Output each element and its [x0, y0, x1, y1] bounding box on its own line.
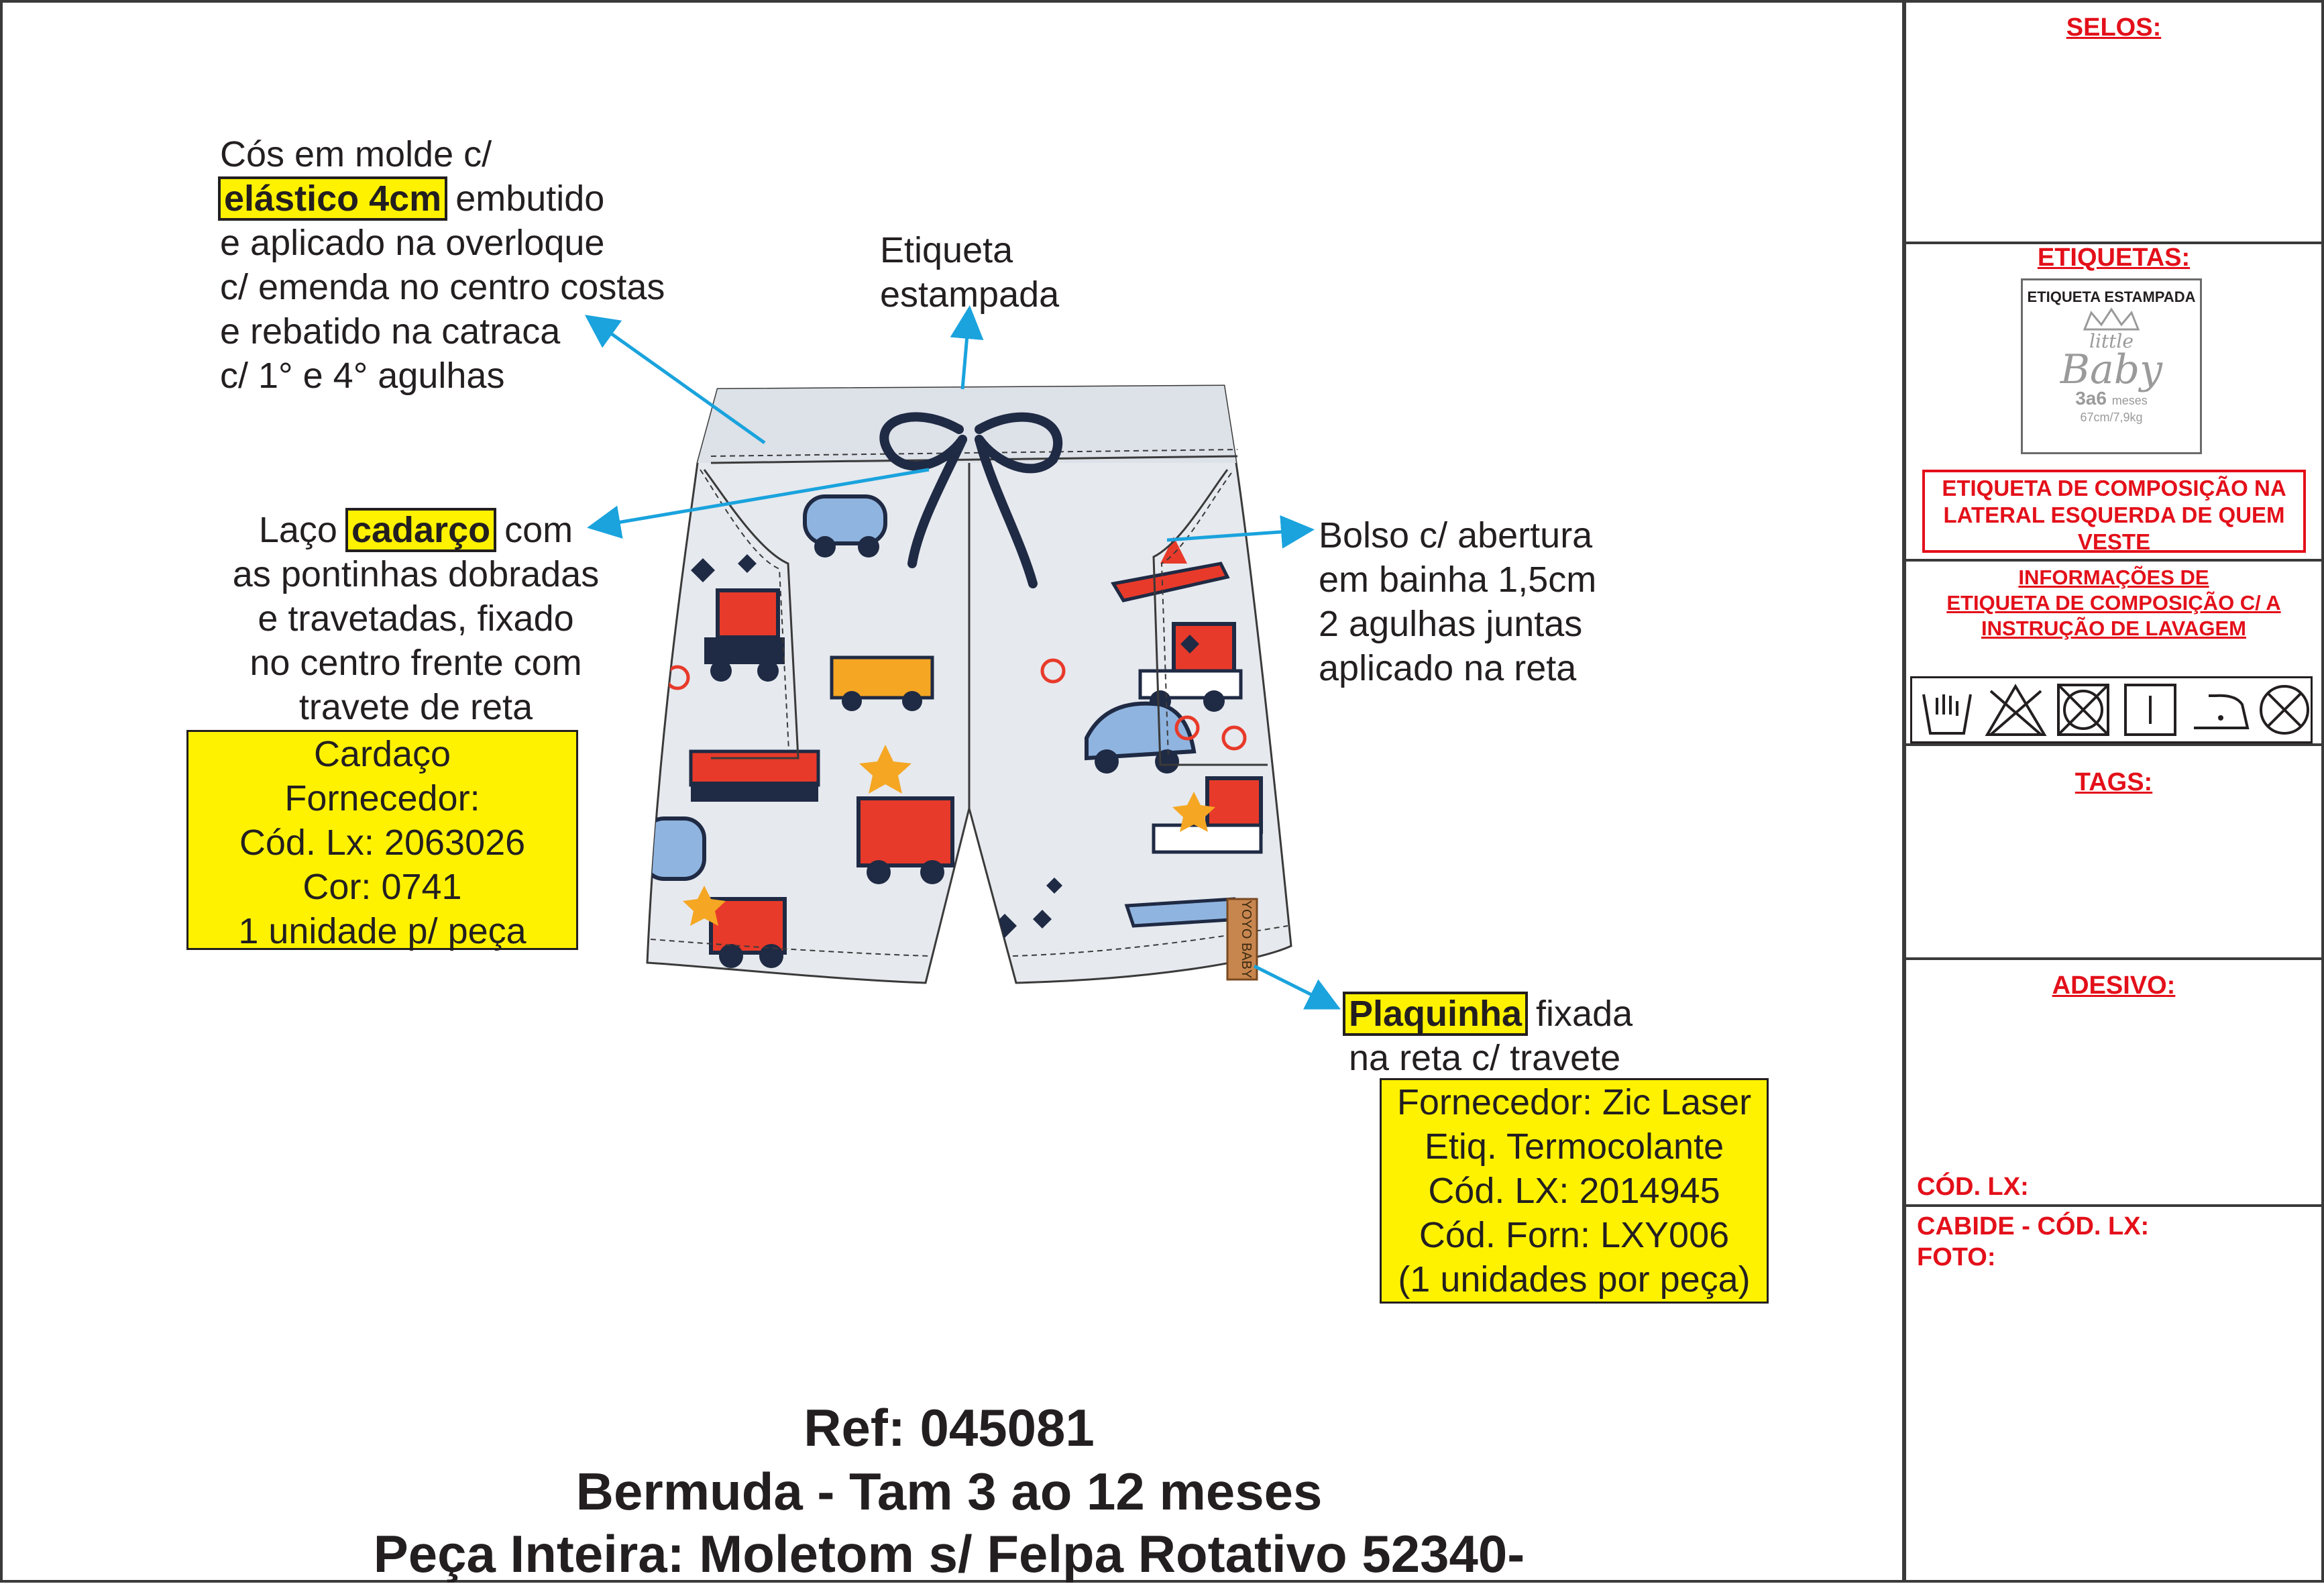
cadarco-highlight: cadarço: [347, 510, 494, 550]
supplier-line: 1 unidade p/ peça: [238, 911, 527, 951]
logo-baby: Baby: [2060, 346, 2163, 393]
supplier-line: Cor: 0741: [302, 867, 462, 907]
waistband-line: e aplicado na overloque: [220, 223, 605, 263]
plaque-line: [1345, 992, 1633, 1036]
arrow-label: [962, 312, 969, 389]
waistband-line: Cós em molde c/: [220, 134, 492, 174]
plaque-supplier-box: [1380, 1078, 1769, 1304]
iron-low-icon: [2189, 681, 2252, 739]
waistband-line: [220, 176, 665, 221]
supplier-line: Cód. LX: 2014945: [1428, 1171, 1720, 1211]
tags-title: TAGS:: [2074, 768, 2153, 796]
drawstring-line: e travetadas, fixado: [258, 598, 574, 639]
plaque-tag-text: YOYO BABY: [1239, 900, 1254, 979]
adesivo-title: ADESIVO:: [2052, 971, 2176, 1000]
composition-note-line: VESTE: [2077, 529, 2151, 554]
composition-note-line: LATERAL ESQUERDA DE QUEM: [1943, 503, 2285, 527]
product-name: Bermuda - Tam 3 ao 12 meses: [575, 1462, 1323, 1521]
pocket-line: 2 agulhas juntas: [1319, 604, 1583, 644]
supplier-line: Cardaço: [313, 734, 451, 774]
composition-info-line: ETIQUETA DE COMPOSIÇÃO C/ A: [1946, 591, 2281, 615]
plaque-annotation: [1345, 992, 1633, 1080]
waistband-line: c/ emenda no centro costas: [220, 267, 665, 307]
size-line: [2023, 389, 2200, 410]
drawstring-annotation: [215, 508, 617, 729]
pocket-line: em bainha 1,5cm: [1319, 560, 1597, 600]
composition-info: [1903, 565, 2324, 641]
drawstring-line: travete de reta: [298, 687, 533, 727]
label-line: Etiqueta: [880, 230, 1013, 270]
hand-wash-icon: [1917, 681, 1977, 739]
composition-info-line: INFORMAÇÕES DE: [2018, 566, 2209, 589]
arrow-drawstring: [594, 470, 929, 527]
label-line: estampada: [880, 274, 1060, 315]
arrow-pocket: [1167, 530, 1308, 540]
drawstring-line-post: com: [494, 510, 573, 550]
sidebar: [1903, 0, 2324, 1583]
drawstring-line: no centro frente com: [250, 643, 582, 683]
waistband-line: e rebatido na catraca: [220, 311, 561, 352]
line-dry-icon: [2121, 681, 2179, 739]
composition-note-line: ETIQUETA DE COMPOSIÇÃO NA: [1942, 476, 2286, 500]
crown-logo-icon: [2061, 306, 2162, 333]
pocket-line: Bolso c/ abertura: [1319, 515, 1593, 556]
size-unit: meses: [2111, 394, 2148, 407]
no-dry-clean-icon: [2256, 681, 2313, 739]
foto-label: FOTO:: [1917, 1243, 1996, 1271]
product-ref: Ref: 045081: [804, 1398, 1095, 1457]
waistband-line-rest: embutido: [445, 178, 605, 219]
label-annotation: [880, 228, 1059, 317]
cabide-label: CABIDE - CÓD. LX:: [1917, 1212, 2150, 1240]
product-fabric: Peça Inteira: Moletom s/ Felpa Rotativo 52340-: [373, 1524, 1525, 1583]
etiquetas-title: ETIQUETAS:: [2037, 244, 2191, 272]
drawstring-line: as pontinhas dobradas: [232, 554, 600, 594]
composition-info-line: INSTRUÇÃO DE LAVAGEM: [1981, 617, 2246, 640]
plaquinha-highlight: Plaquinha: [1345, 994, 1526, 1034]
size-value: 3a6: [2075, 388, 2107, 409]
waistband-annotation: [220, 132, 665, 398]
measure-line: 67cm/7,9kg: [2080, 411, 2143, 424]
drawstring-supplier-box: [186, 730, 578, 950]
supplier-line: Etiq. Termocolante: [1424, 1126, 1724, 1167]
drawstring-line-pre: Laço: [258, 510, 347, 550]
supplier-line: Fornecedor: Zic Laser: [1396, 1082, 1752, 1122]
supplier-line: Cód. Lx: 2063026: [239, 823, 526, 863]
composition-note-box: [1922, 470, 2306, 553]
arrow-plaque: [1254, 966, 1335, 1006]
logo-little: little: [2089, 330, 2134, 352]
supplier-line: Cód. Forn: LXY006: [1419, 1215, 1730, 1255]
plaque-line: na reta c/ travete: [1349, 1038, 1621, 1078]
no-bleach-icon: [1984, 681, 2048, 739]
cod-lx-label: CÓD. LX:: [1917, 1173, 2029, 1201]
pocket-line: aplicado na reta: [1319, 648, 1577, 688]
supplier-line: Fornecedor:: [284, 778, 480, 818]
elastic-highlight: elástico 4cm: [220, 178, 445, 219]
no-tumble-dry-icon: [2054, 681, 2112, 739]
drawstring-line: [215, 508, 617, 552]
plaque-line-rest: fixada: [1526, 994, 1633, 1034]
printed-label-sample: [2021, 278, 2202, 454]
selos-title: SELOS:: [2066, 13, 2162, 42]
waistband-line: c/ 1° e 4° agulhas: [220, 356, 505, 396]
pocket-annotation: [1319, 513, 1596, 690]
supplier-line: (1 unidades por peça): [1398, 1259, 1751, 1300]
printed-label-heading: ETIQUETA ESTAMPADA: [2027, 288, 2196, 305]
